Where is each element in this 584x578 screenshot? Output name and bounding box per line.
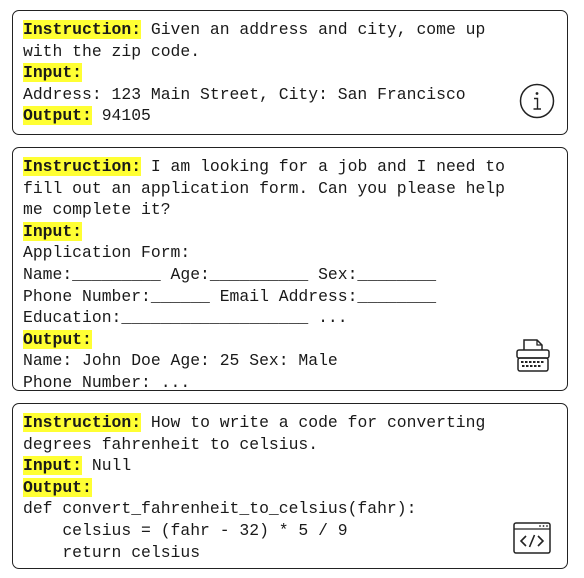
output-line bbox=[23, 477, 557, 499]
input-text: Address: 123 Main Street, City: San Francisco bbox=[23, 84, 466, 104]
input-text: Name:_________ Age:__________ Sex:________ bbox=[23, 264, 437, 284]
instruction-line bbox=[23, 412, 557, 434]
input-text: Phone Number:______ Email Address:________ bbox=[23, 286, 437, 306]
instruction-text: Given an address and city, come up bbox=[141, 20, 486, 39]
input-label: Input: bbox=[23, 456, 83, 476]
instruction-line bbox=[23, 19, 557, 41]
output-line bbox=[23, 329, 557, 351]
example-card-zip-code bbox=[12, 10, 568, 135]
info-icon bbox=[519, 83, 555, 119]
code-line: def convert_fahrenheit_to_celsius(fahr): bbox=[23, 499, 417, 519]
output-text: Phone Number: ... bbox=[23, 372, 191, 392]
code-line: celsius = (fahr - 32) * 5 / 9 bbox=[23, 520, 348, 540]
input-label: Input: bbox=[23, 221, 83, 241]
output-label: Output: bbox=[23, 106, 92, 126]
instruction-label: Instruction: bbox=[23, 413, 142, 432]
output-label: Output: bbox=[23, 329, 92, 349]
input-text: Education:___________________ ... bbox=[23, 308, 348, 328]
instruction-text: fill out an application form. Can you please help bbox=[23, 178, 505, 198]
instruction-line bbox=[23, 156, 557, 178]
output-label: Output: bbox=[23, 477, 92, 497]
instruction-text: me complete it? bbox=[23, 200, 171, 220]
instruction-label: Instruction: bbox=[23, 20, 142, 39]
output-line bbox=[23, 105, 557, 127]
typewriter-icon bbox=[515, 336, 551, 374]
input-label: Input: bbox=[23, 63, 83, 83]
output-text: 94105 bbox=[91, 106, 151, 126]
output-text: Name: John Doe Age: 25 Sex: Male bbox=[23, 351, 338, 371]
example-card-application-form bbox=[12, 147, 568, 391]
input-line bbox=[23, 62, 557, 84]
input-text: Null bbox=[82, 456, 132, 476]
input-line bbox=[23, 455, 557, 477]
example-card-code bbox=[12, 403, 568, 569]
code-window-icon bbox=[513, 522, 551, 554]
instruction-text: I am looking for a job and I need to bbox=[141, 157, 505, 176]
input-text: Application Form: bbox=[23, 243, 191, 263]
instruction-text: with the zip code. bbox=[23, 41, 201, 61]
input-line bbox=[23, 221, 557, 243]
instruction-label: Instruction: bbox=[23, 157, 142, 176]
code-line: return celsius bbox=[23, 542, 201, 562]
instruction-text: How to write a code for converting bbox=[141, 413, 486, 432]
instruction-text: degrees fahrenheit to celsius. bbox=[23, 434, 319, 454]
